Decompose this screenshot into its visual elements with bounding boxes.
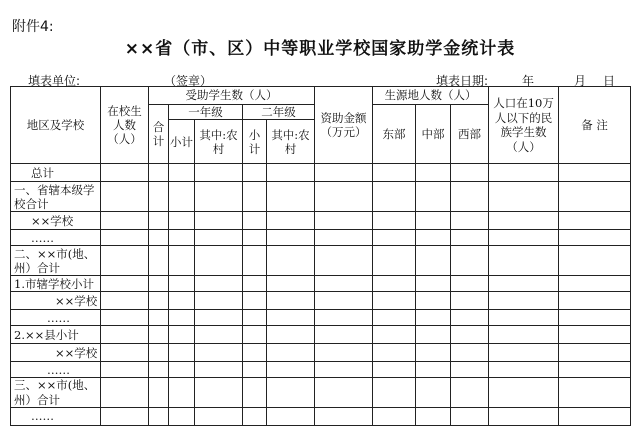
table-cell: [243, 182, 267, 212]
table-cell: [315, 230, 373, 246]
table-cell: [169, 276, 195, 292]
table-cell: [149, 378, 169, 408]
table-cell: [149, 292, 169, 310]
table-cell: [243, 230, 267, 246]
table-cell: [373, 276, 416, 292]
table-cell: [416, 182, 451, 212]
header-total: 合计: [149, 105, 169, 164]
table-cell: [451, 344, 489, 362]
header-grade2-rural: 其中:农村: [267, 120, 315, 164]
month-label: 月: [574, 74, 587, 88]
row-label-city-subtotal: 1.市辖学校小计: [11, 276, 101, 292]
table-cell: [243, 362, 267, 378]
table-cell: [315, 344, 373, 362]
table-cell: [169, 310, 195, 326]
attachment-label: 附件4:: [12, 19, 54, 35]
table-cell: [195, 230, 243, 246]
table-cell: [416, 230, 451, 246]
row-label-school: ××学校: [11, 292, 101, 310]
table-cell: [559, 292, 631, 310]
table-cell: [373, 246, 416, 276]
table-cell: [489, 230, 559, 246]
table-cell: [149, 362, 169, 378]
table-cell: [559, 164, 631, 182]
header-grade2-subtotal: 小计: [243, 120, 267, 164]
table-cell: [195, 182, 243, 212]
header-amount: 资助金额（万元）: [315, 87, 373, 164]
table-cell: [243, 310, 267, 326]
table-cell: [267, 292, 315, 310]
table-cell: [451, 276, 489, 292]
header-minority: 人口在10万人以下的民族学生数（人）: [489, 87, 559, 164]
table-cell: [101, 344, 149, 362]
table-cell: [169, 292, 195, 310]
table-cell: [267, 326, 315, 344]
statistics-table: [10, 86, 631, 426]
table-cell: [373, 230, 416, 246]
row-label-ellipsis: ……: [11, 230, 101, 246]
table-cell: [489, 344, 559, 362]
table-cell: [243, 292, 267, 310]
table-cell: [101, 182, 149, 212]
stamp-label: （签章）: [164, 74, 213, 88]
table-cell: [451, 212, 489, 230]
page-title: ××省（市、区）中等职业学校国家助学金统计表: [124, 39, 516, 59]
table-cell: [195, 276, 243, 292]
header-enrolled: 在校生人数（人）: [101, 87, 149, 164]
table-cell: [101, 292, 149, 310]
row-label-grand-total: 总计: [11, 164, 101, 182]
table-cell: [169, 212, 195, 230]
table-cell: [416, 326, 451, 344]
header-west: 西部: [451, 105, 489, 164]
table-cell: [451, 164, 489, 182]
table-cell: [243, 246, 267, 276]
row-label-province-schools: 一、省辖本级学校合计: [11, 182, 101, 212]
row-label-county-subtotal: 2.××县小计: [11, 326, 101, 344]
table-cell: [267, 344, 315, 362]
table-cell: [243, 378, 267, 408]
table-cell: [315, 408, 373, 426]
table-cell: [243, 326, 267, 344]
table-cell: [243, 344, 267, 362]
table-cell: [416, 310, 451, 326]
table-cell: [195, 326, 243, 344]
header-funded-count: 受助学生数（人）: [149, 87, 315, 105]
table-cell: [149, 326, 169, 344]
table-cell: [489, 246, 559, 276]
table-cell: [267, 212, 315, 230]
table-cell: [149, 164, 169, 182]
year-label: 年: [522, 74, 535, 88]
table-cell: [101, 362, 149, 378]
table-cell: [373, 378, 416, 408]
table-cell: [101, 212, 149, 230]
table-cell: [489, 276, 559, 292]
table-cell: [315, 310, 373, 326]
header-central: 中部: [416, 105, 451, 164]
table-cell: [315, 182, 373, 212]
table-cell: [489, 292, 559, 310]
table-cell: [243, 276, 267, 292]
table-cell: [149, 230, 169, 246]
table-cell: [559, 212, 631, 230]
table-cell: [267, 164, 315, 182]
table-cell: [195, 344, 243, 362]
header-origin: 生源地人数（人）: [373, 87, 489, 105]
table-cell: [559, 276, 631, 292]
row-label-school: ××学校: [11, 212, 101, 230]
table-cell: [451, 230, 489, 246]
table-cell: [315, 362, 373, 378]
table-cell: [169, 182, 195, 212]
table-cell: [451, 408, 489, 426]
row-label-ellipsis: ……: [11, 362, 101, 378]
table-cell: [489, 164, 559, 182]
table-cell: [195, 408, 243, 426]
table-cell: [559, 362, 631, 378]
table-cell: [559, 408, 631, 426]
table-cell: [489, 212, 559, 230]
table-cell: [195, 362, 243, 378]
fill-unit-label: 填表单位:: [28, 74, 81, 88]
table-cell: [101, 230, 149, 246]
table-cell: [416, 164, 451, 182]
table-cell: [169, 344, 195, 362]
table-cell: [101, 326, 149, 344]
table-cell: [149, 310, 169, 326]
table-cell: [416, 362, 451, 378]
table-cell: [451, 246, 489, 276]
table-cell: [169, 326, 195, 344]
header-remarks: 备 注: [559, 87, 631, 164]
table-cell: [315, 246, 373, 276]
table-cell: [267, 362, 315, 378]
table-cell: [416, 378, 451, 408]
table-cell: [101, 276, 149, 292]
table-cell: [315, 276, 373, 292]
table-cell: [195, 310, 243, 326]
table-cell: [489, 362, 559, 378]
table-cell: [315, 292, 373, 310]
table-cell: [315, 326, 373, 344]
table-cell: [267, 378, 315, 408]
table-cell: [267, 310, 315, 326]
table-cell: [149, 344, 169, 362]
table-cell: [416, 276, 451, 292]
table-cell: [149, 246, 169, 276]
table-cell: [373, 344, 416, 362]
table-cell: [149, 276, 169, 292]
table-cell: [559, 182, 631, 212]
table-cell: [451, 326, 489, 344]
table-cell: [373, 310, 416, 326]
table-cell: [416, 212, 451, 230]
table-cell: [195, 164, 243, 182]
table-cell: [195, 292, 243, 310]
header-region-school: 地区及学校: [11, 87, 101, 164]
table-cell: [451, 292, 489, 310]
table-cell: [451, 310, 489, 326]
table-cell: [267, 276, 315, 292]
table-cell: [373, 362, 416, 378]
table-cell: [373, 164, 416, 182]
table-cell: [149, 212, 169, 230]
table-cell: [149, 408, 169, 426]
table-cell: [267, 230, 315, 246]
table-cell: [243, 212, 267, 230]
table-cell: [559, 344, 631, 362]
table-cell: [195, 378, 243, 408]
table-cell: [169, 378, 195, 408]
table-cell: [315, 212, 373, 230]
row-label-school: ××学校: [11, 344, 101, 362]
table-cell: [373, 408, 416, 426]
table-cell: [451, 378, 489, 408]
table-cell: [267, 182, 315, 212]
table-cell: [489, 182, 559, 212]
row-label-ellipsis: ……: [11, 408, 101, 426]
table-cell: [195, 212, 243, 230]
table-cell: [416, 246, 451, 276]
table-cell: [243, 408, 267, 426]
header-east: 东部: [373, 105, 416, 164]
table-cell: [451, 182, 489, 212]
table-cell: [489, 408, 559, 426]
day-label: 日: [603, 74, 616, 88]
table-cell: [101, 164, 149, 182]
table-cell: [416, 408, 451, 426]
table-cell: [101, 310, 149, 326]
table-cell: [489, 378, 559, 408]
table-cell: [315, 164, 373, 182]
row-label-ellipsis: ……: [11, 310, 101, 326]
row-label-city-total: 二、××市(地、州）合计: [11, 246, 101, 276]
header-grade2: 二年级: [243, 105, 315, 120]
table-cell: [169, 164, 195, 182]
table-cell: [559, 310, 631, 326]
table-cell: [373, 182, 416, 212]
table-cell: [489, 310, 559, 326]
header-grade1-subtotal: 小计: [169, 120, 195, 164]
table-cell: [169, 408, 195, 426]
table-cell: [373, 212, 416, 230]
table-cell: [243, 164, 267, 182]
table-cell: [101, 378, 149, 408]
table-cell: [559, 246, 631, 276]
table-cell: [373, 292, 416, 310]
table-cell: [559, 378, 631, 408]
table-cell: [315, 378, 373, 408]
table-cell: [559, 326, 631, 344]
table-cell: [101, 246, 149, 276]
table-cell: [267, 246, 315, 276]
header-grade1: 一年级: [169, 105, 243, 120]
table-cell: [489, 326, 559, 344]
fill-date-label: 填表日期:: [436, 74, 489, 88]
table-cell: [169, 230, 195, 246]
table-cell: [373, 326, 416, 344]
table-cell: [169, 362, 195, 378]
table-cell: [169, 246, 195, 276]
table-cell: [416, 292, 451, 310]
row-label-city3-total: 三、××市(地、州）合计: [11, 378, 101, 408]
table-cell: [559, 230, 631, 246]
table-cell: [416, 344, 451, 362]
table-cell: [451, 362, 489, 378]
table-cell: [149, 182, 169, 212]
header-grade1-rural: 其中:农村: [195, 120, 243, 164]
table-cell: [101, 408, 149, 426]
table-cell: [267, 408, 315, 426]
table-cell: [195, 246, 243, 276]
